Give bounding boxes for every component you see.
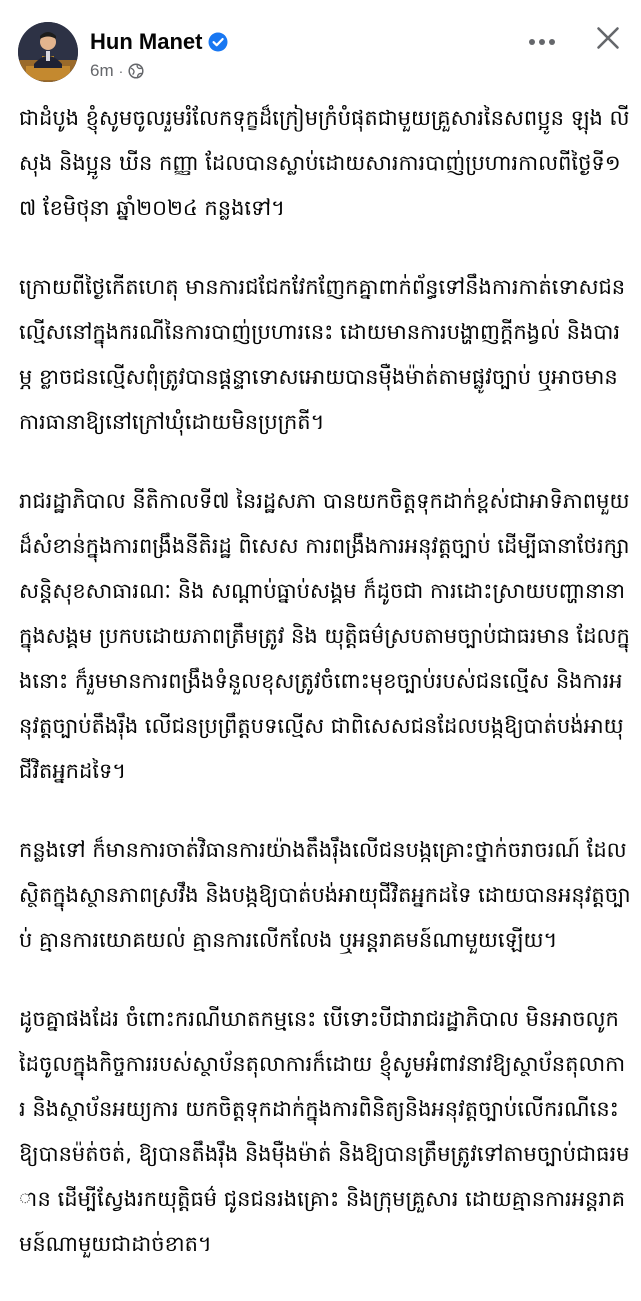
post-paragraph: រាជរដ្ឋាភិបាល នីតិកាលទី៧ នៃរដ្ឋសភា បានយកចិត្តទុកដាក់ខ្ពស់ជាអាទិភាពមួយដ៏សំខាន់ក្នុងការពង្រឹងនីតិរដ្ឋ ពិសេស ការពង្រឹងការអនុវត្តច្បាប់ ដើម្បីធានាថែរក្សាសន្តិសុខសាធារណៈ និង សណ្តាប់ធ្នាប់សង្គម ក៏ដូចជា ការដោះស្រាយបញ្ហានានាក្នុងសង្គម ប្រកបដោយភាពត្រឹមត្រូវ និង យុត្តិធម៌ស្របតាមច្បាប់ជាធរមាន ដែលក្នុងនោះ ក៏រួមមានការពង្រឹងទំនួលខុសត្រូវចំពោះមុខច្បាប់របស់ជនល្មើស និងការអនុវត្តច្បាប់តឹងរ៉ឹង លើជនប្រព្រឹត្តបទល្មើស ជាពិសេសជនដែលបង្កឱ្យបាត់បង់អាយុជីវិតអ្នកដទៃ។ — [19, 489, 630, 783]
post-paragraph: ជាដំបូង ខ្ញុំសូមចូលរួមរំលែកទុក្ខដ៏ក្រៀមក្រំបំផុតជាមួយគ្រួសារនៃសពប្អូន ឡុង លីសុង និងប្អូន ឃីន កញ្ញា ដែលបានស្លាប់ដោយសារការបាញ់ប្រហារកាលពីថ្ងៃទី១៧ ខែមិថុនា ឆ្នាំ២០២៤ កន្លងទៅ។ — [19, 106, 630, 220]
post-meta — [90, 60, 144, 82]
author-name[interactable]: Hun Manet — [90, 29, 203, 54]
post-text — [19, 96, 631, 1301]
meta-separator: · — [118, 63, 124, 79]
post-paragraph: ក្រោយពីថ្ងៃកើតហេតុ មានការជជែកវែកញែកគ្នាពាក់ព័ន្ធទៅនឹងការកាត់ទោសជនល្មើសនៅក្នុងករណីនៃការបាញ់ប្រហារនេះ ដោយមានការបង្ហាញក្តីកង្វល់ និងបារម្ភ ខ្លាចជនល្មើសពុំត្រូវបានផ្តន្ទាទោសអោយបានម៉ឺងម៉ាត់តាមផ្លូវច្បាប់ ឬអាចមានការធានាឱ្យនៅក្រៅឃុំដោយមិនប្រក្រតី។ — [19, 275, 626, 434]
close-icon — [596, 26, 620, 54]
post-header — [0, 0, 641, 90]
close-button[interactable] — [590, 22, 626, 58]
post-paragraph: កន្លងទៅ ក៏មានការចាត់វិធានការយ៉ាងតឹងរ៉ឹងលើជនបង្កគ្រោះថ្នាក់ចរាចរណ៍ ដែលស្ថិតក្នុងស្ថានភាពស្រវឹង និងបង្កឱ្យបាត់បង់អាយុជីវិតអ្នកដទៃ ដោយបានអនុវត្តច្បាប់ គ្មានការយោគយល់ គ្មានការលើកលែង ឬអន្តរាគមន៍ណាមួយឡើយ។ — [19, 838, 631, 952]
verified-badge-icon — [208, 32, 228, 52]
post-timestamp[interactable]: 6m — [90, 61, 114, 80]
more-options-icon — [528, 31, 556, 50]
globe-icon[interactable] — [128, 63, 144, 79]
more-options-button[interactable] — [524, 26, 560, 54]
author-name-row — [90, 28, 228, 56]
post-paragraph: ដូចគ្នាផងដែរ ចំពោះករណីឃាតកម្មនេះ បើទោះបីជារាជរដ្ឋាភិបាល មិនអាចលូកដៃចូលក្នុងកិច្ចការរបស់ស្ថាប័នតុលាការក៏ដោយ ខ្ញុំសូមអំពាវនាវឱ្យស្ថាប័នតុលាការ និងស្ថាប័នអយ្យការ យកចិត្តទុកដាក់ក្នុងការពិនិត្យនិងអនុវត្តច្បាប់លើករណីនេះ ឱ្យបានម៉ត់ចត់, ឱ្យបានតឹងរ៉ឹង និងម៉ឺងម៉ាត់ និងឱ្យបានត្រឹមត្រូវទៅតាមច្បាប់ជាធរមាន ដើម្បីស្វែងរកយុត្តិធម៌ ជូនជនរងគ្រោះ និងក្រុមគ្រួសារ ដោយគ្មានការអន្តរាគមន៍ណាមួយជាដាច់ខាត។ — [19, 1007, 630, 1256]
author-avatar[interactable] — [18, 22, 78, 82]
